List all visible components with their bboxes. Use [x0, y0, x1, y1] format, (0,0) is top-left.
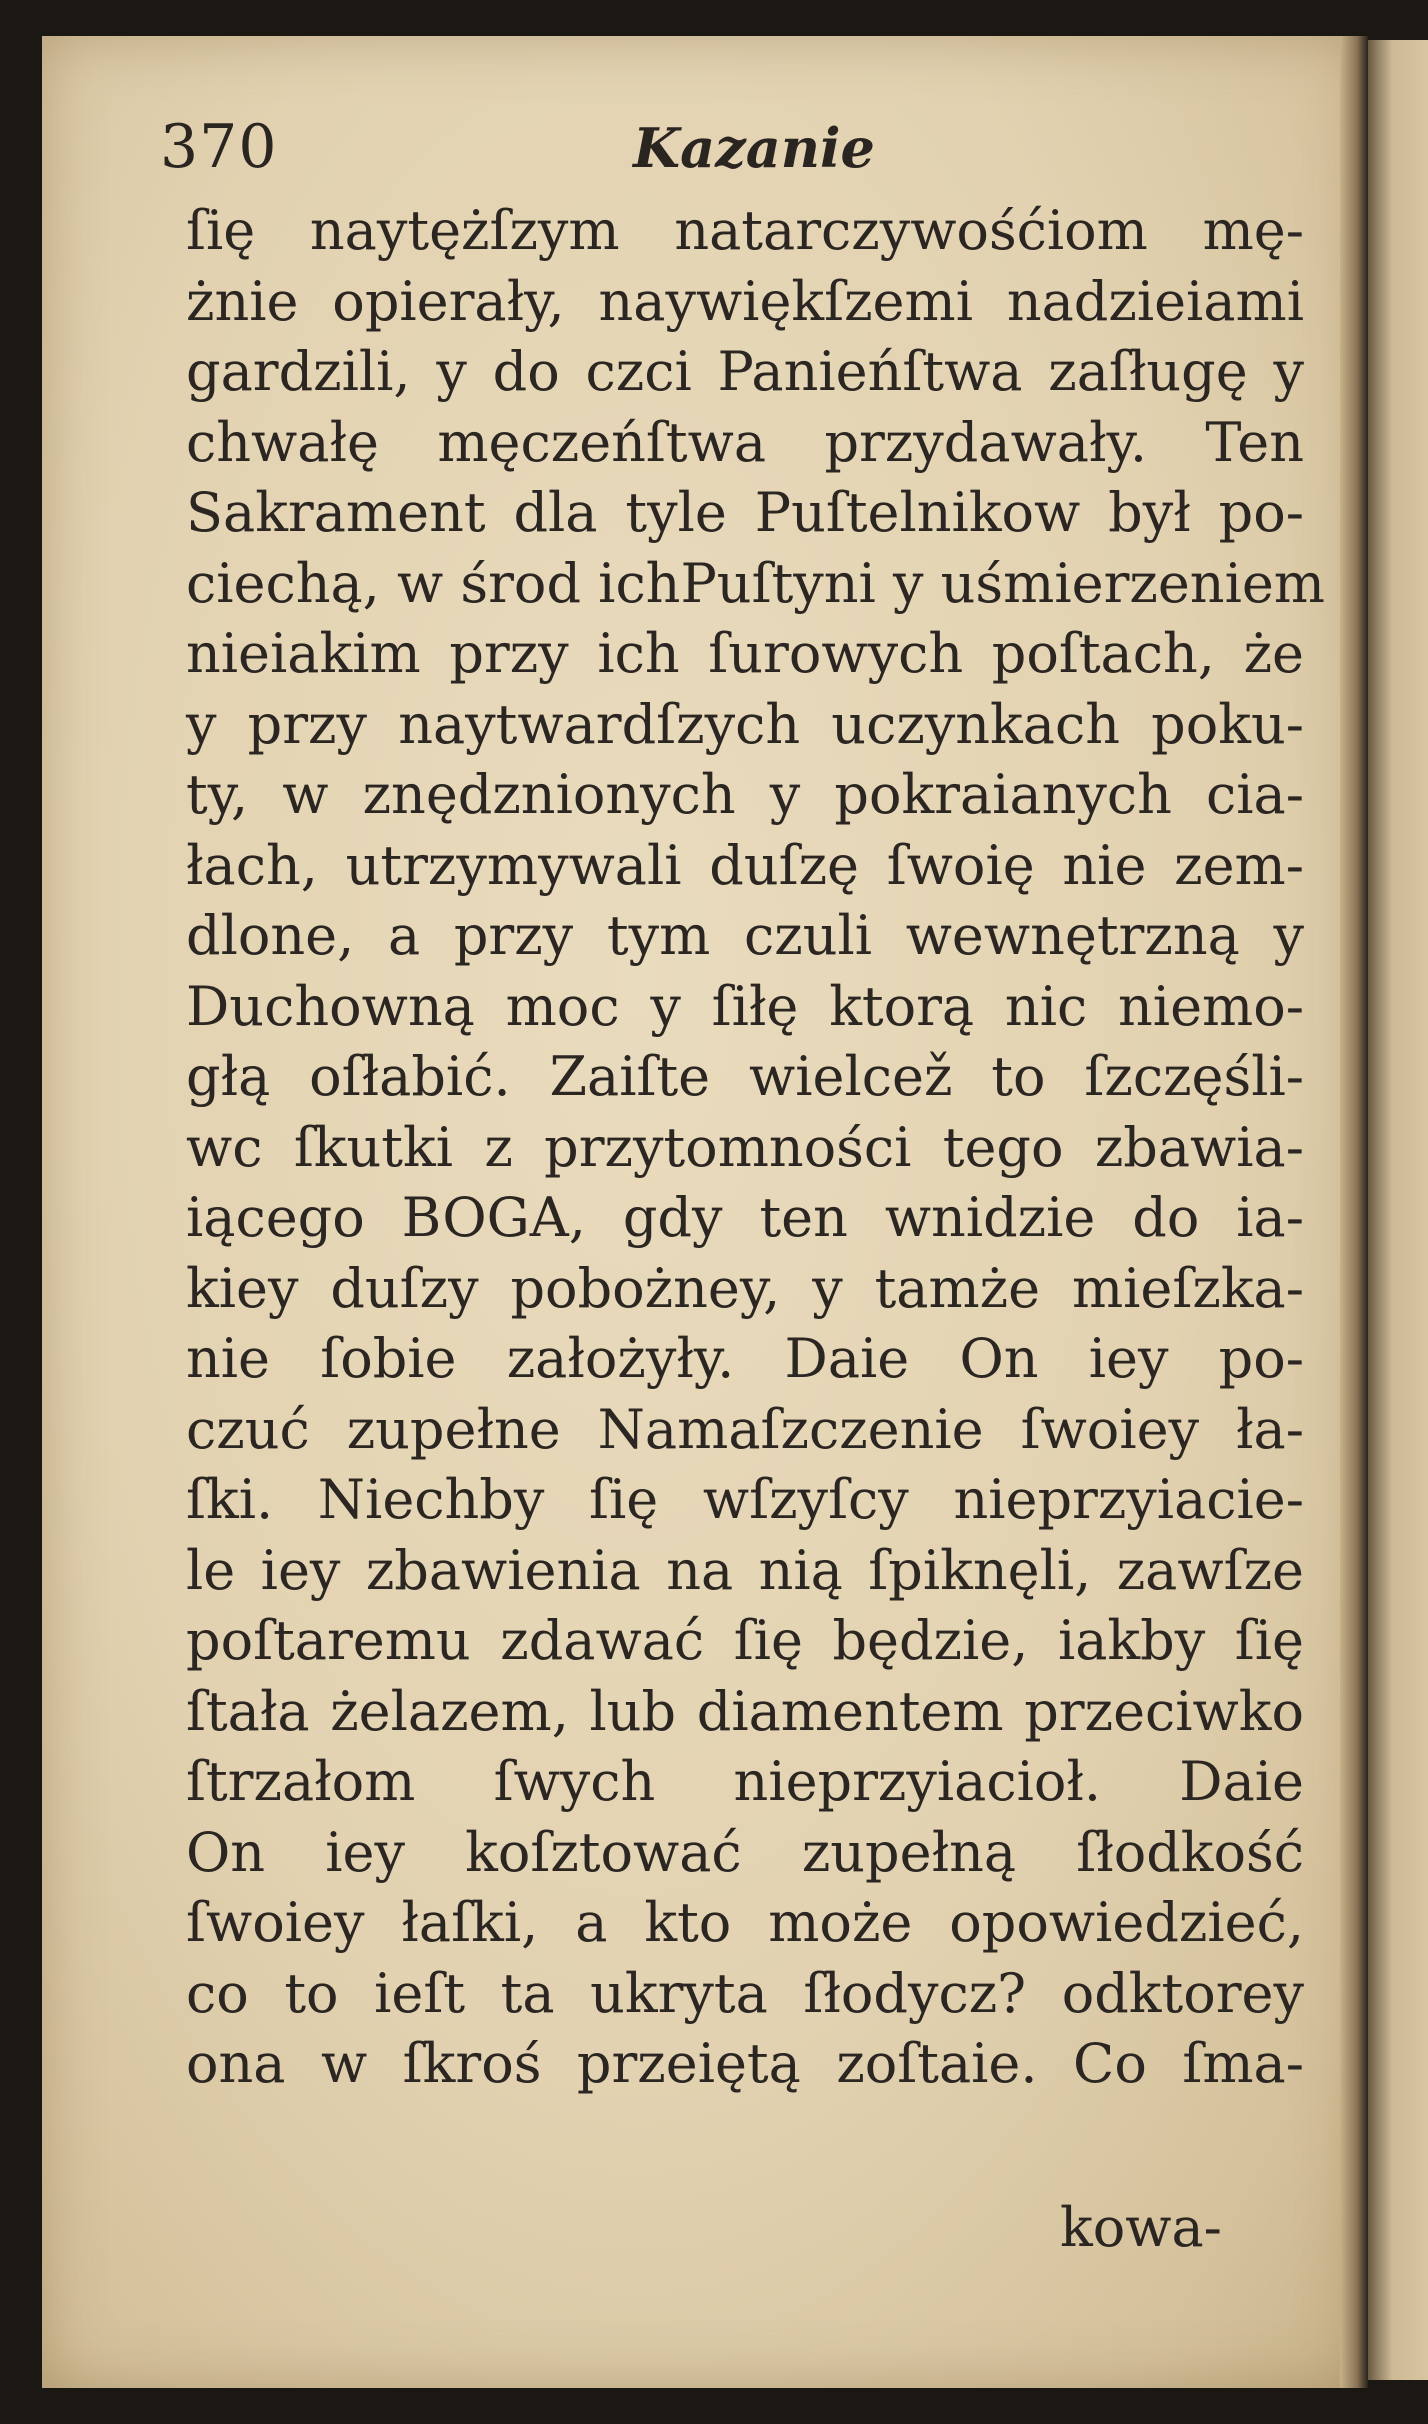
text-line: y przy naytwardſzych uczynkach poku-	[186, 692, 1304, 756]
text-line: On iey koſztować zupełną ſłodkość	[186, 1820, 1304, 1884]
facing-page-edge	[1368, 40, 1428, 2380]
text-line: kiey duſzy pobożney, y tamże mieſzka-	[186, 1256, 1304, 1320]
catchword: kowa-	[1060, 2196, 1222, 2259]
text-line: ſki. Niechby ſię wſzyſcy nieprzyiacie-	[186, 1468, 1304, 1531]
text-line: chwałę męczeńſtwa przydawały. Ten	[186, 410, 1304, 474]
running-head: Kazanie	[633, 116, 875, 180]
text-line: iącego BOGA, gdy ten wnidzie do ia-	[186, 1186, 1304, 1249]
text-line: gardzili, y do czci Panieńſtwa zaſługę y	[186, 340, 1304, 403]
text-line: ciechą, w środ ichPuſtyni y uśmierzeniem	[186, 551, 1326, 615]
text-line: czuć zupełne Namaſzczenie ſwoiey ła-	[186, 1397, 1304, 1461]
text-line: ſtała żelazem, lub diamentem przeciwko	[186, 1679, 1304, 1743]
text-line: ſię naytężſzym natarczywośćiom mę-	[186, 199, 1304, 262]
text-line: le iey zbawienia na nią ſpiknęli, zawſze	[186, 1538, 1304, 1602]
text-line: dlone, a przy tym czuli wewnętrzną y	[186, 904, 1304, 967]
text-line: ty, w znędznionych y pokraianych cia-	[186, 763, 1304, 826]
text-line: nieiakim przy ich ſurowych poſtach, że	[186, 622, 1304, 685]
text-line: ſwoiey łaſki, a kto może opowiedzieć,	[186, 1891, 1304, 1954]
page-gutter	[1340, 36, 1368, 2388]
text-line: poſtaremu zdawać ſię będzie, iakby ſię	[186, 1609, 1304, 1672]
text-line: łach, utrzymywali duſzę ſwoię nie zem-	[186, 833, 1304, 897]
text-line: ona w ſkroś przeiętą zoſtaie. Co ſma-	[186, 2032, 1304, 2095]
text-line: głą oſłabić. Zaiſte wielcež to ſzczęśli-	[186, 1045, 1304, 1108]
text-line: nie ſobie założyły. Daie On iey po-	[186, 1327, 1304, 1390]
body-text	[186, 196, 1326, 2100]
page-number: 370	[160, 112, 278, 182]
text-line: Sakrament dla tyle Puſtelnikow był po-	[186, 481, 1304, 544]
text-line: ſtrzałom ſwych nieprzyiacioł. Daie	[186, 1750, 1304, 1813]
text-line: Duchowną moc y ſiłę ktorą nic niemo-	[186, 974, 1304, 1038]
text-line: wc ſkutki z przytomności tego zbawia-	[186, 1115, 1304, 1179]
text-line: żnie opierały, naywiękſzemi nadzieiami	[186, 269, 1304, 333]
text-line: co to ieſt ta ukryta ſłodycz? odktorey	[186, 1961, 1304, 2025]
